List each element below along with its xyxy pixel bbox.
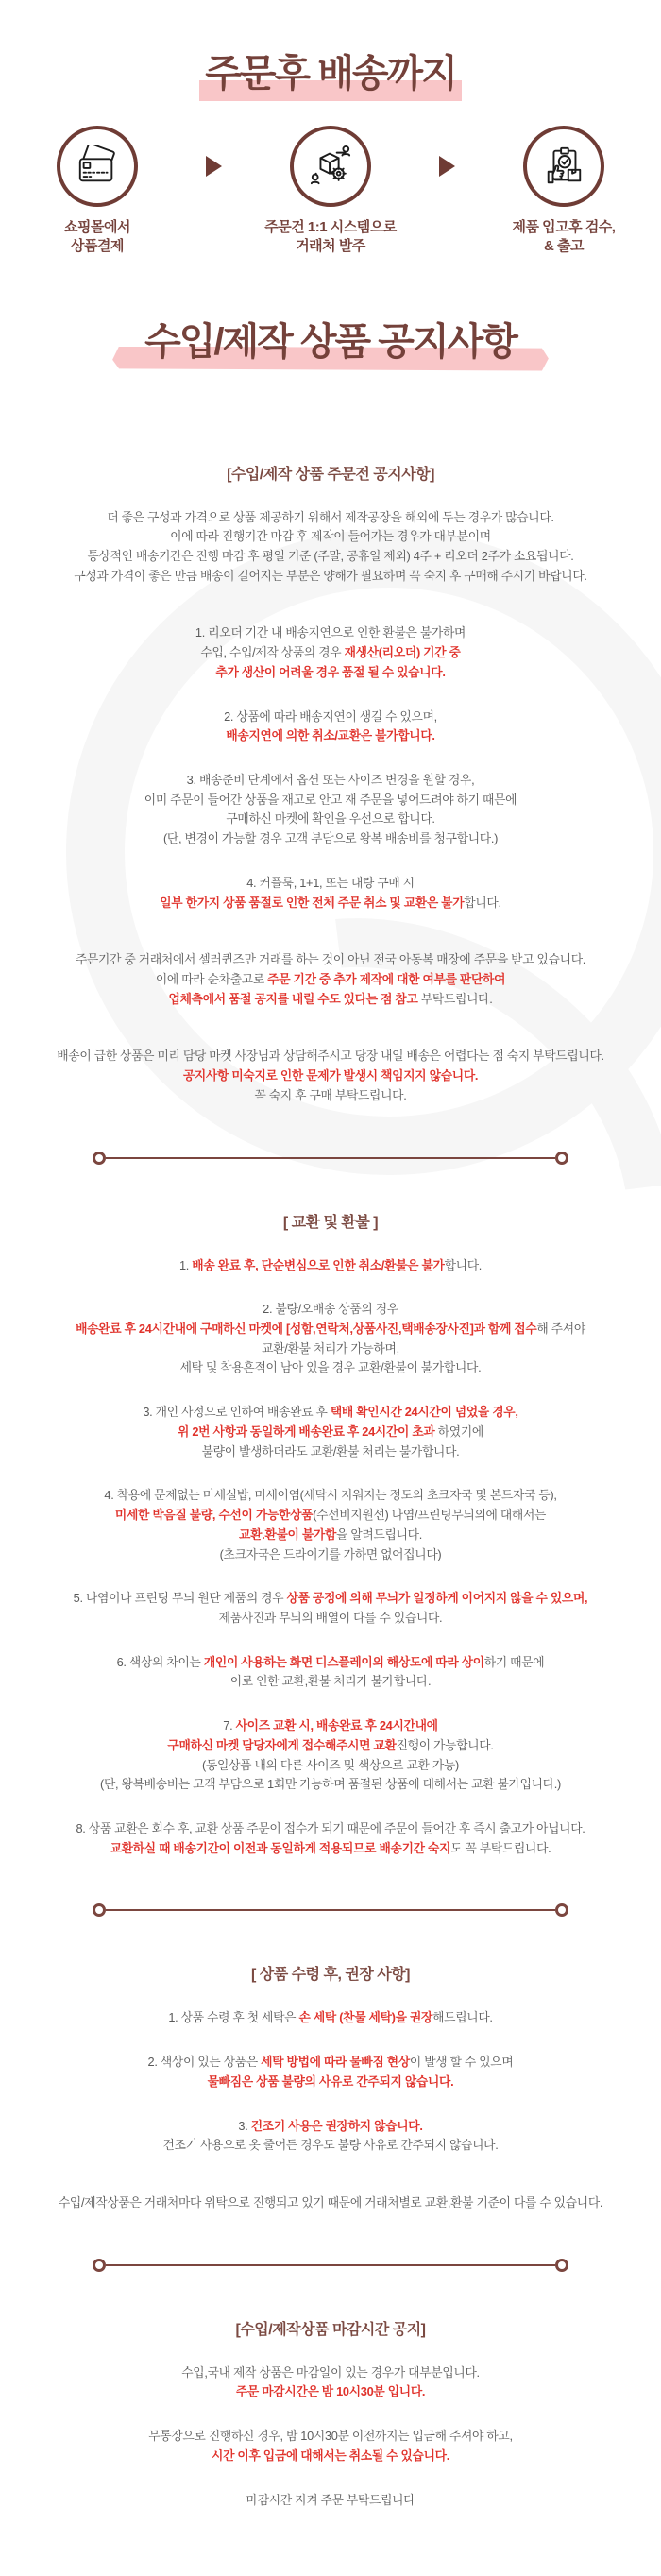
body-text: 부탁드립니다. [418, 992, 493, 1006]
body-text: 하였기에 [434, 1424, 483, 1439]
emphasis-text: 건조기 사용은 권장하지 않습니다. [251, 2119, 423, 2133]
body-text: (단, 왕복배송비는 고객 부담으로 1회만 가능하며 품절된 상품에 대해서는 교환 불가입니다.) [100, 1777, 561, 1791]
section-divider [93, 1903, 568, 1917]
notice-paragraph [19, 2491, 642, 2511]
body-text: 7. [223, 1718, 235, 1732]
body-text: 3. 배송준비 단계에서 옵션 또는 사이즈 변경을 원할 경우, [187, 773, 475, 787]
notice-paragraph [19, 1589, 642, 1628]
divider-line [106, 1909, 555, 1911]
emphasis-text: 상품 공정에 의해 무늬가 일정하게 이어지지 않을 수 있으며, [287, 1591, 588, 1605]
arrow-right-icon [206, 156, 222, 177]
body-text: 4. 착용에 문제없는 미세실밥, 미세이염(세탁시 지워지는 정도의 초크자국 및 본드자국 등), [104, 1488, 556, 1502]
body-text: 교환/환불 처리가 가능하며, [262, 1341, 399, 1356]
notice-line [19, 1716, 642, 1736]
emphasis-text: 미세한 박음질 불량, 수선이 가능한상품 [115, 1508, 313, 1522]
section-divider [93, 2259, 568, 2272]
notice-line [19, 1300, 642, 1320]
body-text: 5. 나염이나 프린팅 무늬 원단 제품의 경우 [74, 1591, 287, 1605]
process-step-inspection [476, 126, 652, 257]
body-text: 꼭 숙지 후 구매 부탁드립니다. [254, 1088, 406, 1102]
notice-paragraph [19, 2193, 642, 2213]
body-text: (동일상품 내의 다른 사이즈 및 색상으로 교환 가능) [202, 1758, 459, 1772]
body-text: 해 주셔야 [536, 1322, 585, 1336]
notice-line [19, 547, 642, 567]
notice-line [19, 2053, 642, 2073]
notice-line [19, 950, 642, 970]
body-text: 제품사진과 무늬의 배열이 다를 수 있습니다. [219, 1611, 443, 1625]
notice-line [19, 1047, 642, 1066]
notice-paragraph [19, 771, 642, 849]
notice-line [19, 771, 642, 791]
emphasis-text: 세탁 방법에 따라 물빠짐 현상 [261, 2055, 410, 2069]
body-text: 수입,국내 제작 상품은 마감일이 있는 경우가 대부분입니다. [181, 2365, 480, 2380]
notice-line [19, 874, 642, 894]
body-text: 합니다. [445, 1258, 482, 1272]
body-text: 합니다. [464, 896, 500, 910]
body-text: 하기 때문에 [484, 1655, 545, 1669]
body-text: 이 발생 할 수 있으며 [410, 2055, 514, 2069]
notice-line [19, 2136, 642, 2156]
divider-dot [93, 2259, 106, 2272]
step-label [64, 218, 130, 257]
process-title-wrap [0, 43, 661, 97]
notice-line [19, 2193, 642, 2213]
emphasis-text: 배송지연에 의한 취소/교환은 불가합니다. [226, 728, 434, 742]
notice-line [19, 508, 642, 528]
notice-title-wrap [0, 312, 661, 366]
notice-line [19, 623, 642, 643]
body-text: 진행이 가능합니다. [397, 1738, 494, 1752]
step-label-line: 상품결제 [64, 237, 130, 256]
emphasis-text: 택배 확인시간 24시간이 넘었을 경우, [330, 1405, 518, 1419]
notice-line [19, 970, 642, 990]
notice-paragraph [19, 1486, 642, 1564]
inspection-shipping-icon [523, 126, 604, 207]
body-text: 마감시간 지켜 주문 부탁드립니다 [246, 2493, 415, 2507]
divider-line [106, 1157, 555, 1159]
notice-line [19, 1358, 642, 1378]
notice-line [19, 1086, 642, 1106]
emphasis-text: 일부 한가지 상품 품절로 인한 전체 주문 취소 및 교환은 불가 [160, 896, 464, 910]
notice-paragraph [19, 1256, 642, 1276]
process-step-order [243, 126, 418, 257]
body-text: 4. 커플룩, 1+1, 또는 대량 구매 시 [246, 876, 415, 890]
body-text: 3. [238, 2119, 250, 2133]
notice-line [19, 527, 642, 547]
emphasis-text: 배송완료 후 24시간내에 구매하신 마켓에 [성함,연락처,상품사진,택배송장사진]과 함께 접수 [76, 1322, 536, 1336]
notice-line [19, 1339, 642, 1359]
emphasis-text: 물빠짐은 상품 불량의 사유로 간주되지 않습니다. [208, 2074, 454, 2089]
notice-line [19, 1423, 642, 1442]
body-text: 더 좋은 구성과 가격으로 상품 제공하기 위해서 제작공장을 해외에 두는 경우가 많습니다. [107, 510, 553, 524]
emphasis-text: 추가 생산이 어려울 경우 품절 될 수 있습니다. [215, 665, 445, 679]
notice-line [19, 2427, 642, 2447]
section-divider [93, 1152, 568, 1165]
body-text: 이에 따라 진행기간 마감 후 제작이 들어가는 경우가 대부분이며 [170, 529, 491, 543]
notice-paragraph [19, 508, 642, 587]
body-text: (수선비지원선) 나염/프린팅무늬의에 대해서는 [313, 1508, 546, 1522]
notice-paragraph [19, 1047, 642, 1105]
notice-line [19, 1775, 642, 1795]
notice-line [19, 663, 642, 683]
body-text: 불량이 발생하더라도 교환/환불 처리는 불가합니다. [202, 1444, 460, 1459]
notice-section [0, 312, 661, 2576]
notice-paragraph [19, 950, 642, 1009]
notice-line [19, 1256, 642, 1276]
body-text: 2. 상품에 따라 배송지연이 생길 수 있으며, [224, 709, 437, 724]
step-label [264, 218, 396, 257]
emphasis-text: 사이즈 교환 시, 배송완료 후 24시간내에 [236, 1718, 438, 1732]
order-process-section [0, 43, 661, 257]
body-text: 구매하신 마켓에 확인을 우선으로 합니다. [226, 811, 434, 826]
notice-line [19, 1609, 642, 1629]
notice-line [19, 1839, 642, 1859]
notice-line [19, 990, 642, 1010]
emphasis-text: 개인이 사용하는 화면 디스플레이의 해상도에 따라 상이 [204, 1655, 484, 1669]
notice-body [0, 462, 661, 2576]
notice-paragraph [19, 2363, 642, 2402]
body-text: 3. 개인 사정으로 인하여 배송완료 후 [143, 1405, 330, 1419]
notice-line [19, 2491, 642, 2511]
notice-paragraph [19, 2117, 642, 2156]
body-text: 세탁 및 착용흔적이 남아 있을 경우 교환/환불이 불가합니다. [180, 1360, 482, 1374]
notice-line [19, 1736, 642, 1756]
notice-line [19, 1526, 642, 1545]
notice-paragraph [19, 874, 642, 913]
notice-title: 수입/제작 상품 공지사항 [144, 312, 517, 366]
process-step-payment [9, 126, 185, 257]
notice-line [19, 2073, 642, 2092]
emphasis-text: 배송 완료 후, 단순변심으로 인한 취소/환불은 불가 [192, 1258, 444, 1272]
notice-line [19, 2447, 642, 2466]
notice-line [19, 1506, 642, 1526]
body-text: 이미 주문이 들어간 상품을 재고로 안고 재 주문을 넣어드려야 하기 때문에 [144, 793, 517, 807]
notice-heading: [ 교환 및 환불 ] [19, 1210, 642, 1232]
notice-line [19, 894, 642, 913]
order-fulfillment-icon [290, 126, 371, 207]
step-label-line: 거래처 발주 [264, 237, 396, 256]
body-text: 1. [179, 1258, 192, 1272]
step-label-line: 제품 입고후 검수, [513, 218, 616, 237]
divider-dot [555, 1903, 568, 1917]
body-text: 2. 색상이 있는 상품은 [148, 2055, 262, 2069]
notice-paragraph [19, 1653, 642, 1692]
emphasis-text: 교환하실 때 배송기간이 이전과 동일하게 적용되므로 배송기간 숙지 [110, 1841, 451, 1855]
process-title: 주문후 배송까지 [205, 43, 456, 97]
notice-heading: [ 상품 수령 후, 권장 사항] [19, 1962, 642, 1984]
step-label-line: 쇼핑몰에서 [64, 218, 130, 237]
notice-line [19, 643, 642, 663]
body-text: 8. 상품 교환은 회수 후, 교환 상품 주문이 접수가 되기 때문에 주문이 들어간 후 즉시 출고가 아닙니다. [76, 1821, 585, 1835]
body-text: 배송이 급한 상품은 미리 담당 마켓 사장님과 상담해주시고 당장 내일 배송은 어렵다는 점 숙지 부탁드립니다. [57, 1049, 604, 1063]
step-label [513, 218, 616, 257]
emphasis-text: 시간 이후 입금에 대해서는 취소될 수 있습니다. [212, 2448, 449, 2463]
notice-paragraph [19, 1403, 642, 1461]
body-text: 건조기 사용으로 옷 줄어든 경우도 불량 사유로 간주되지 않습니다. [163, 2138, 499, 2152]
divider-dot [555, 1152, 568, 1165]
notice-paragraph [19, 2427, 642, 2465]
body-text: 수입/제작상품은 거래처마다 위탁으로 진행되고 있기 때문에 거래처별로 교환,환불 기준이 다를 수 있습니다. [59, 2195, 602, 2209]
body-text: (초크자국은 드라이기를 가하면 없어집니다) [220, 1547, 442, 1561]
notice-line [19, 567, 642, 587]
emphasis-text: 주문 기간 중 추가 제작에 대한 여부를 판단하여 [267, 972, 505, 986]
divider-line [106, 2264, 555, 2266]
notice-paragraph [19, 623, 642, 682]
notice-paragraph [19, 2008, 642, 2028]
notice-line [19, 708, 642, 727]
notice-line [19, 1545, 642, 1565]
notice-line [19, 2008, 642, 2028]
process-steps [0, 126, 661, 257]
body-text: 이에 따라 순차출고로 [156, 972, 267, 986]
body-text: 해드립니다. [432, 2010, 493, 2024]
body-text: (단, 변경이 가능할 경우 고객 부담으로 왕복 배송비를 청구합니다.) [163, 831, 498, 845]
emphasis-text: 구매하신 마켓 담당자에게 접수해주시면 교환 [167, 1738, 396, 1752]
body-text: 구성과 가격이 좋은 만큼 배송이 길어지는 부분은 양해가 필요하며 꼭 숙지 후 구매해 주시기 바랍니다. [74, 569, 586, 583]
notice-line [19, 1442, 642, 1462]
emphasis-text: 재생산(리오더) 기간 중 [345, 645, 461, 659]
divider-dot [93, 1152, 106, 1165]
emphasis-text: 교환.환불이 불가함 [239, 1527, 336, 1542]
credit-card-icon [57, 126, 138, 207]
notice-line [19, 1819, 642, 1839]
notice-paragraph [19, 1300, 642, 1378]
notice-line [19, 1672, 642, 1692]
notice-line [19, 1653, 642, 1673]
body-text: 1. 상품 수령 후 첫 세탁은 [168, 2010, 298, 2024]
step-label-line: 주문건 1:1 시스템으로 [264, 218, 396, 237]
notice-line [19, 1320, 642, 1339]
body-text: 주문기간 중 거래처에서 셀러퀸즈만 거래를 하는 것이 아닌 전국 아동복 매장에 주문을 받고 있습니다. [76, 952, 585, 966]
notice-line [19, 829, 642, 849]
notice-line [19, 810, 642, 829]
emphasis-text: 주문 마감시간은 밤 10시30분 입니다. [236, 2384, 425, 2398]
body-text: 2. 불량/오배송 상품의 경우 [263, 1302, 398, 1316]
notice-line [19, 2363, 642, 2383]
emphasis-text: 공지사항 미숙지로 인한 문제가 발생시 책임지지 않습니다. [183, 1068, 478, 1083]
emphasis-text: 업체측에서 품절 공지를 내릴 수도 있다는 점 참고 [169, 992, 418, 1006]
notice-line [19, 1486, 642, 1506]
body-text: 무통장으로 진행하신 경우, 밤 10시30분 이전까지는 입금해 주셔야 하고, [148, 2429, 513, 2443]
notice-paragraph [19, 1716, 642, 1795]
divider-dot [93, 1903, 106, 1917]
step-label-line: & 출고 [513, 237, 616, 256]
body-text: 을 알려드립니다. [336, 1527, 422, 1542]
notice-line [19, 1403, 642, 1423]
notice-line [19, 1589, 642, 1609]
notice-line [19, 1066, 642, 1086]
body-text: 통상적인 배송기간은 진행 마감 후 평일 기준 (주말, 공휴일 제외) 4주 + 리오더 2주가 소요됩니다. [87, 549, 573, 563]
notice-paragraph [19, 2053, 642, 2091]
notice-line [19, 1756, 642, 1776]
notice-line [19, 726, 642, 746]
notice-line [19, 2117, 642, 2137]
body-text: 수입, 수입/제작 상품의 경우 [200, 645, 344, 659]
notice-heading: [수입/제작상품 마감시간 공지] [19, 2317, 642, 2339]
body-text: 6. 색상의 차이는 [117, 1655, 204, 1669]
notice-line [19, 2382, 642, 2402]
emphasis-text: 위 2번 사항과 동일하게 배송완료 후 24시간이 초과 [178, 1424, 434, 1439]
arrow-right-icon [439, 156, 455, 177]
notice-heading: [수입/제작 상품 주문전 공지사항] [19, 462, 642, 484]
body-text: 이로 인한 교환,환불 처리가 불가합니다. [230, 1674, 432, 1688]
divider-dot [555, 2259, 568, 2272]
body-text: 도 꼭 부탁드립니다. [450, 1841, 551, 1855]
body-text: 1. 리오더 기간 내 배송지연으로 인한 환불은 불가하며 [195, 625, 466, 640]
emphasis-text: 손 세탁 (찬물 세탁)을 권장 [299, 2010, 433, 2024]
notice-paragraph [19, 1819, 642, 1858]
notice-paragraph [19, 708, 642, 746]
notice-line [19, 791, 642, 810]
